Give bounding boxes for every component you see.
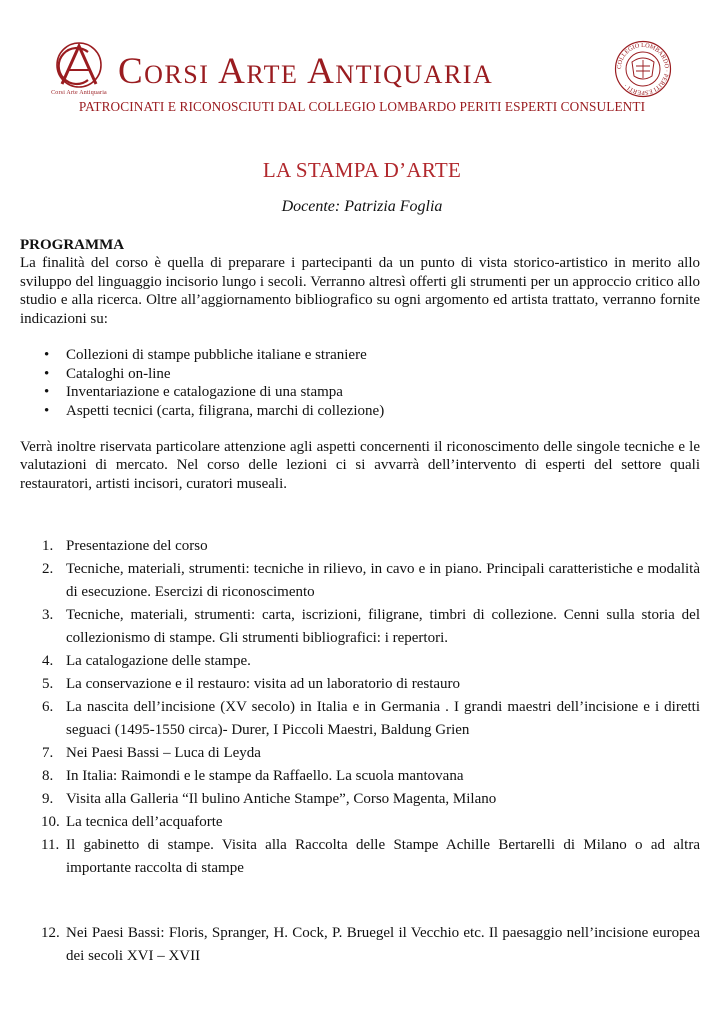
program-closing: Verrà inoltre riservata particolare attenzione agli aspetti concernenti il riconoscimento delle singole tecniche e le valutazioni di mercato. Nel corso delle lezioni ci si avvarrà dell’intervento di esperti del settore quali restauratori, artisti incisori, curatori museali. [20, 439, 700, 492]
lesson-number: 1. [42, 538, 54, 554]
lesson-number: 11. [41, 837, 60, 853]
lesson-item [20, 922, 700, 968]
bullet-icon: • [44, 384, 50, 401]
lesson-item [20, 673, 700, 696]
ca-monogram-icon [48, 40, 110, 90]
lesson-item [20, 558, 700, 604]
lesson-item [20, 604, 700, 650]
logo-caption: Corsi Arte Antiquaria [51, 90, 107, 96]
bullet-list [20, 346, 700, 420]
program-intro: La finalità del corso è quella di preparare i partecipanti da un punto di vista storico-artistico in merito allo sviluppo del linguaggio incisorio lungo i secoli. Verranno altresì offerti gli strumenti per un approccio critico allo studio e alla ricerca. Oltre all’aggiornamento bibliografico su ogni argomento ed artista trattato, verranno fornite indicazioni su: [20, 255, 700, 327]
lesson-text: Il gabinetto di stampe. Visita alla Raccolta delle Stampe Achille Bertarelli di Milano o ad altra importante raccolta di stampe [66, 837, 700, 876]
lesson-item [20, 742, 700, 765]
lesson-number: 5. [42, 676, 54, 692]
lesson-item [20, 834, 700, 880]
lesson-number: 10. [41, 814, 60, 830]
lesson-text: La nascita dell’incisione (XV secolo) in Italia e in Germania . I grandi maestri dell’incisione e i diretti seguaci (1495-1550 circa)- Durer, I Piccoli Maestri, Baldung Grien [66, 699, 700, 738]
lesson-text: La tecnica dell’acquaforte [66, 814, 223, 830]
lesson-text: La catalogazione delle stampe. [66, 653, 251, 669]
lesson-number: 7. [42, 745, 54, 761]
lesson-number: 9. [42, 791, 54, 807]
course-title: LA STAMPA D’ARTE [262, 158, 462, 182]
lesson-text: Presentazione del corso [66, 538, 208, 554]
lesson-number: 2. [42, 561, 54, 577]
tagline: PATROCINATI E RICONOSCIUTI DAL COLLEGIO LOMBARDO PERITI ESPERTI CONSULENTI [78, 99, 646, 114]
lesson-number: 4. [42, 653, 54, 669]
program-section [20, 236, 700, 493]
list-item: • Aspetti tecnici (carta, filigrana, marchi di collezione) [44, 402, 385, 419]
lesson-item [20, 696, 700, 742]
svg-text:COLLEGIO LOMBARDO · PERITI ESP: COLLEGIO LOMBARDO · PERITI ESPERTI · [615, 41, 671, 97]
list-item: • Collezioni di stampe pubbliche italiane e straniere [44, 347, 367, 364]
list-item: • Inventariazione e catalogazione di una stampa [44, 384, 343, 401]
spacer [20, 880, 700, 922]
lesson-text: Nei Paesi Bassi: Floris, Spranger, H. Cock, P. Bruegel il Vecchio etc. Il paesaggio nell’incisione europea dei secoli XVI – XVII [66, 925, 700, 964]
college-seal [614, 40, 672, 98]
brand-name: Corsi Arte Antiquaria [118, 51, 494, 92]
lesson-item [20, 811, 700, 834]
lesson-item [20, 788, 700, 811]
lesson-number: 12. [41, 925, 60, 941]
lesson-number: 6. [42, 699, 54, 715]
lesson-item [20, 765, 700, 788]
lesson-number: 3. [42, 607, 54, 623]
lesson-text: Visita alla Galleria “Il bulino Antiche Stampe”, Corso Magenta, Milano [66, 791, 497, 807]
bullet-icon: • [44, 402, 50, 419]
lesson-text: Tecniche, materiali, strumenti: tecniche in rilievo, in cavo e in piano. Principali caratteristiche e modalità di esecuzione. Esercizi di riconoscimento [66, 561, 700, 600]
program-heading: PROGRAMMA [20, 237, 125, 253]
brand-logo [48, 40, 110, 102]
lesson-item [20, 650, 700, 673]
course-teacher: Docente: Patrizia Foglia [281, 198, 443, 215]
lesson-text: In Italia: Raimondi e le stampe da Raffaello. La scuola mantovana [66, 768, 464, 784]
seal-icon [614, 40, 672, 98]
letterhead [0, 0, 724, 120]
lesson-number: 8. [42, 768, 54, 784]
list-item: • Cataloghi on-line [44, 365, 171, 382]
lesson-list [20, 535, 700, 968]
lesson-text: La conservazione e il restauro: visita ad un laboratorio di restauro [66, 676, 461, 692]
lesson-text: Nei Paesi Bassi – Luca di Leyda [66, 745, 261, 761]
bullet-icon: • [44, 365, 50, 382]
lesson-item [20, 535, 700, 558]
bullet-icon: • [44, 347, 50, 364]
lesson-text: Tecniche, materiali, strumenti: carta, iscrizioni, filigrane, timbri di collezione. Cenni sulla storia del collezionismo di stampe. Gli strumenti bibliografici: i repertori. [66, 607, 700, 646]
